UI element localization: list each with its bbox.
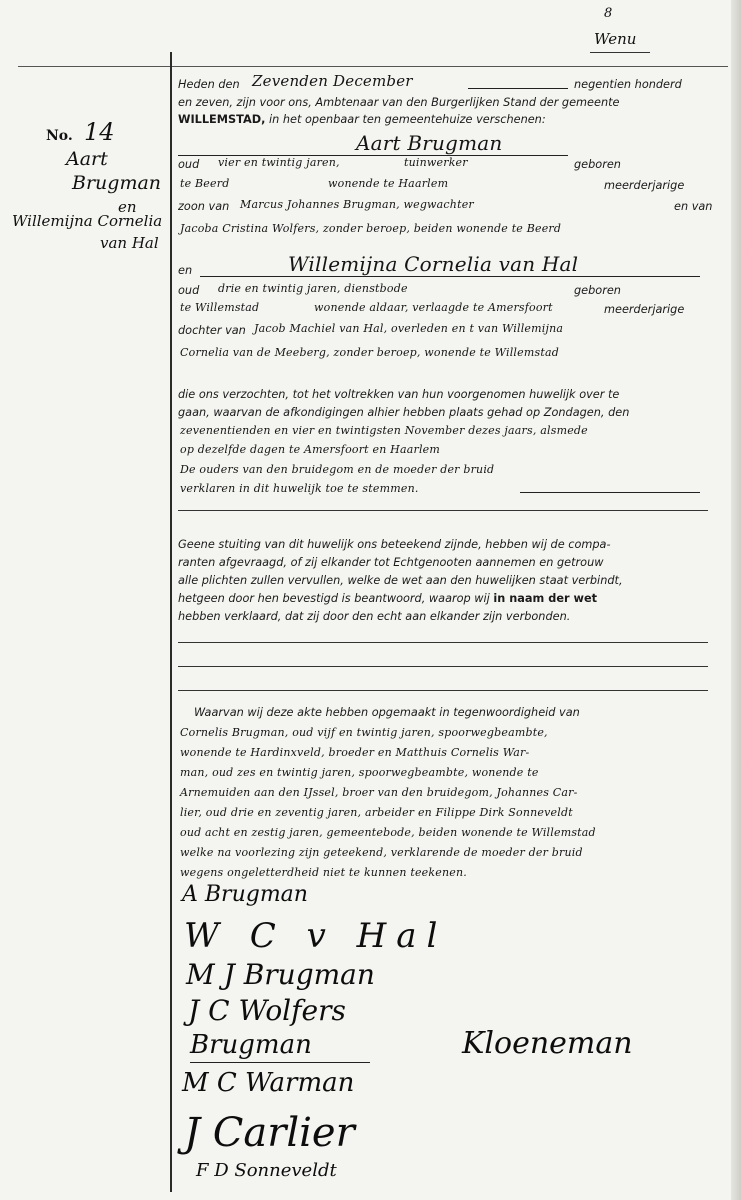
signature-groom-father: M J Brugman xyxy=(186,958,375,991)
signature-warman: M C Warman xyxy=(182,1068,355,1098)
declaration-line4-text: hetgeen door hen bevestigd is beantwoord, waarop wij xyxy=(178,592,490,605)
witnesses-intro: Waarvan wij deze akte hebben opgemaakt in tegenwoordigheid van xyxy=(194,706,580,719)
witness-line-7: welke na voorlezing zijn geteekend, verklarende de moeder der bruid xyxy=(180,846,583,859)
witness-line-4: Arnemuiden aan den IJssel, broer van den bruidegom, Johannes Car- xyxy=(180,786,578,799)
bride-father: Jacob Machiel van Hal, overleden en t van Willemijna xyxy=(254,322,564,335)
declaration-line4 xyxy=(178,590,597,607)
groom-mother: Jacoba Cristina Wolfers, zonder beroep, beiden wonende te Beerd xyxy=(180,222,562,235)
intro-line3-rest: in het openbaar ten gemeentehuize verschenen: xyxy=(269,113,546,126)
groom-en-van: en van xyxy=(674,200,713,213)
municipality: WILLEMSTAD, xyxy=(178,113,266,126)
witness-line-6: oud acht en zestig jaren, gemeentebode, beiden wonende te Willemstad xyxy=(180,826,596,839)
intro-date: Zevenden December xyxy=(252,72,413,90)
margin-name-groom-first: Aart xyxy=(66,148,108,170)
witness-line-3: man, oud zes en twintig jaren, spoorwegbeambte, wonende te xyxy=(180,766,539,779)
blank-line-1 xyxy=(178,642,708,643)
bride-geboren-label: geboren xyxy=(574,284,621,297)
bride-meerderjarige: meerderjarige xyxy=(604,303,685,316)
bride-name-rule xyxy=(200,276,700,277)
blank-line-2 xyxy=(178,666,708,667)
page-mark: Wenu xyxy=(594,30,637,48)
groom-birthplace: te Beerd xyxy=(180,177,230,190)
page-number: 8 xyxy=(604,6,613,21)
bride-en-label: en xyxy=(178,264,193,277)
margin-name-groom-last: Brugman xyxy=(72,172,162,194)
signature-sonneveldt: F D Sonneveldt xyxy=(196,1160,337,1181)
groom-age: vier en twintig jaren, xyxy=(218,156,340,169)
publication-hand4: verklaren in dit huwelijk toe te stemmen. xyxy=(180,482,419,495)
bride-name: Willemijna Cornelia van Hal xyxy=(288,252,579,276)
groom-zoon-label: zoon van xyxy=(178,200,230,213)
groom-geboren-label: geboren xyxy=(574,158,621,171)
signature-bride: W C v Hal xyxy=(184,916,448,956)
page-mark-underline xyxy=(590,52,650,53)
margin-rule xyxy=(170,52,172,1192)
publication-hand3: De ouders van den bruidegom en de moeder der bruid xyxy=(180,463,495,476)
in-naam-der-wet: in naam der wet xyxy=(493,592,598,605)
publication-line2: gaan, waarvan de afkondigingen alhier hebben plaats gehad op Zondagen, den xyxy=(178,406,630,419)
intro-heden: Heden den xyxy=(178,78,240,91)
groom-oud-label: oud xyxy=(178,158,200,171)
publication-end-rule xyxy=(520,492,700,493)
signature-witness-brugman: Brugman xyxy=(190,1030,312,1060)
bride-oud-label: oud xyxy=(178,284,200,297)
witness-line-2: wonende te Hardinxveld, broeder en Matthuis Cornelis War- xyxy=(180,746,530,759)
bride-dochter-label: dochter van xyxy=(178,324,246,337)
publication-line1: die ons verzochten, tot het voltrekken van hun voorgenomen huwelijk over te xyxy=(178,388,620,401)
publication-hand2: op dezelfde dagen te Amersfoort en Haarlem xyxy=(180,443,441,456)
publication-hand1: zevenentienden en vier en twintigsten November dezes jaars, alsmede xyxy=(180,424,588,437)
act-label: No. xyxy=(46,128,73,144)
margin-name-bride-first: Willemijna Cornelia xyxy=(12,212,163,230)
bride-residence: wonende aldaar, verlaagde te Amersfoort xyxy=(314,301,553,314)
act-number: 14 xyxy=(84,118,115,146)
signature-groom-mother: J C Wolfers xyxy=(188,994,346,1027)
intro-negentien: negentien honderd xyxy=(574,78,682,91)
top-rule xyxy=(18,66,728,67)
declaration-line3: alle plichten zullen vervullen, welke de wet aan den huwelijken staat verbindt, xyxy=(178,574,623,587)
section-divider-1 xyxy=(178,510,708,511)
groom-residence: wonende te Haarlem xyxy=(328,177,449,190)
witness-line-1: Cornelis Brugman, oud vijf en twintig jaren, spoorwegbeambte, xyxy=(180,726,548,739)
bride-birthplace: te Willemstad xyxy=(180,301,260,314)
page-edge xyxy=(731,0,741,1200)
bride-mother: Cornelia van de Meeberg, zonder beroep, wonende te Willemstad xyxy=(180,346,559,359)
signature-registrar: Kloeneman xyxy=(462,1026,633,1061)
signature-carlier: J Carlier xyxy=(184,1110,355,1156)
declaration-line5: hebben verklaard, dat zij door den echt aan elkander zijn verbonden. xyxy=(178,610,571,623)
groom-name: Aart Brugman xyxy=(356,131,503,155)
intro-line2: en zeven, zijn voor ons, Ambtenaar van den Burgerlijken Stand der gemeente xyxy=(178,96,620,109)
signature-underline xyxy=(190,1062,370,1063)
margin-name-bride-last: van Hal xyxy=(100,234,159,252)
groom-father: Marcus Johannes Brugman, wegwachter xyxy=(240,198,474,211)
intro-line3 xyxy=(178,111,546,128)
declaration-line1: Geene stuiting van dit huwelijk ons beteekend zijnde, hebben wij de compa- xyxy=(178,538,611,551)
date-rule xyxy=(468,88,568,89)
margin-name-en: en xyxy=(118,198,137,216)
witness-line-5: lier, oud drie en zeventig jaren, arbeider en Filippe Dirk Sonneveldt xyxy=(180,806,573,819)
signature-groom: A Brugman xyxy=(182,882,308,907)
blank-line-3 xyxy=(178,690,708,691)
bride-age: drie en twintig jaren, dienstbode xyxy=(218,282,408,295)
groom-meerderjarige: meerderjarige xyxy=(604,179,685,192)
declaration-line2: ranten afgevraagd, of zij elkander tot Echtgenooten aannemen en getrouw xyxy=(178,556,604,569)
witness-line-8: wegens ongeletterdheid niet te kunnen teekenen. xyxy=(180,866,467,879)
groom-occupation: tuinwerker xyxy=(404,156,468,169)
